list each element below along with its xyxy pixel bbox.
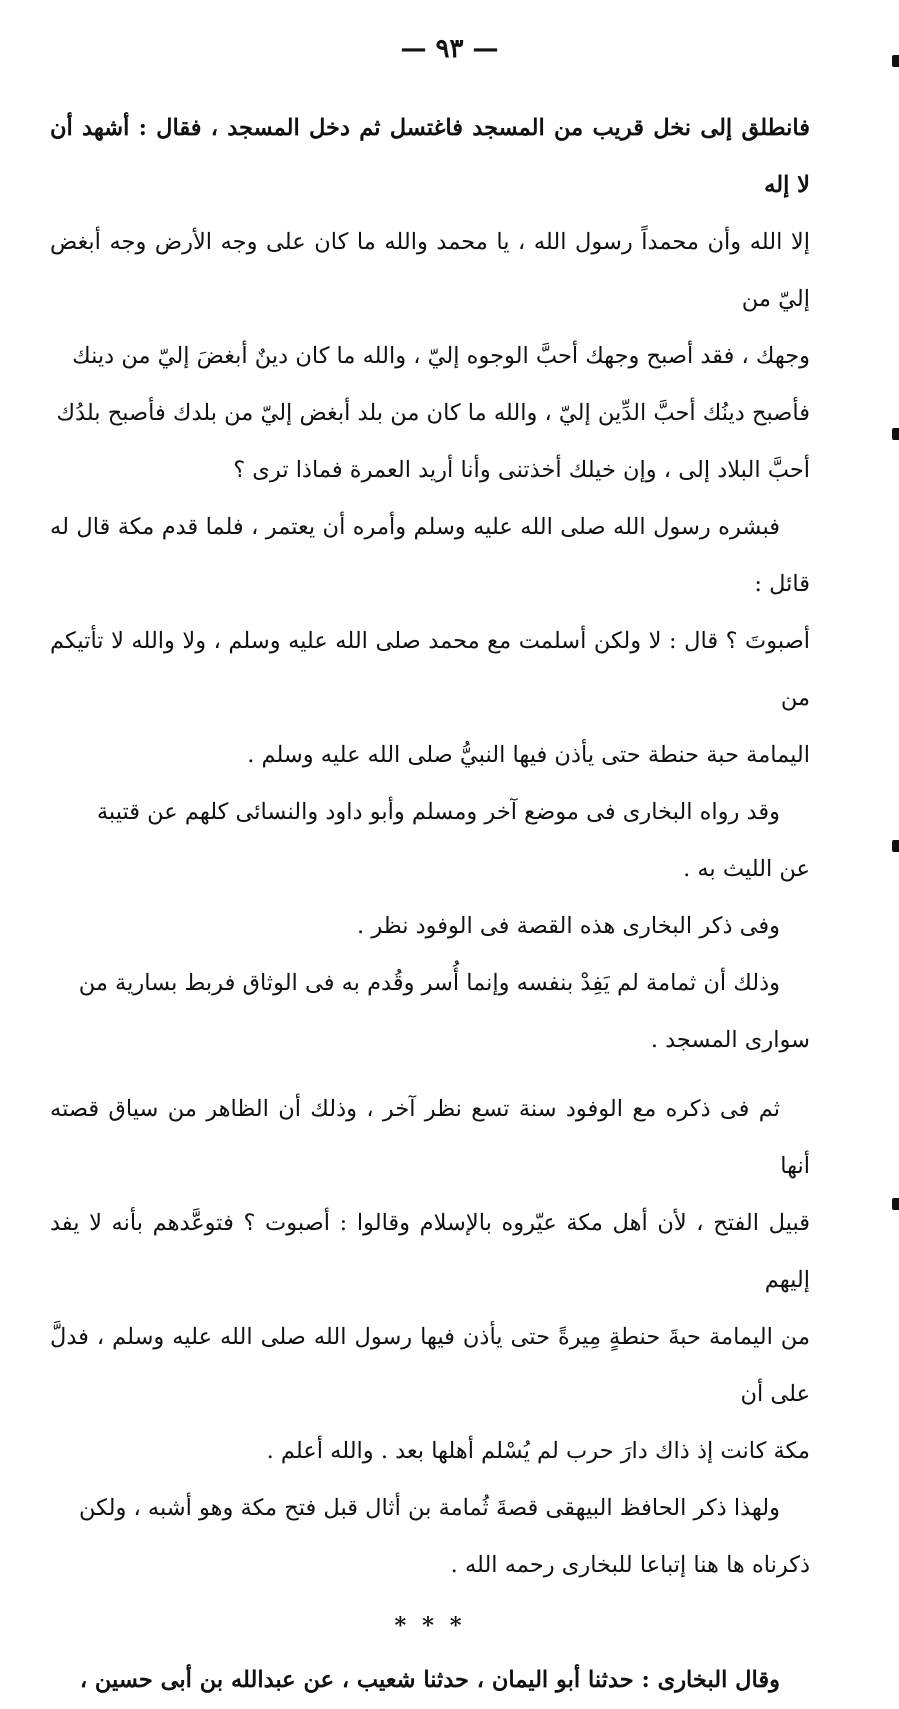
paragraph-1-line-1: فانطلق إلى نخل قريب من المسجد فاغتسل ثم دخل المسجد ، فقال : أشهد أن لا إله — [50, 115, 810, 198]
paragraph-1-line-3: وجهك ، فقد أصبح وجهك أحبَّ الوجوه إليّ ، والله ما كان دينٌ أبغضَ إليّ من دينك — [72, 343, 810, 369]
paragraph-6-line-3: من اليمامة حبةَ حنطةٍ مِيرةً حتى يأذن فيها رسول الله صلى الله عليه وسلم ، فدلَّ على أن — [50, 1324, 810, 1407]
paragraph-1-line-2: إلا الله وأن محمداً رسول الله ، يا محمد والله ما كان على وجه الأرض وجه أبغض إليّ من — [50, 229, 810, 312]
paragraph-5-line-2: سوارى المسجد . — [650, 1027, 810, 1053]
paragraph-5-line-1: وذلك أن ثمامة لم يَفِدْ بنفسه وإنما أُسر وقُدم به فى الوثاق فربط بسارية من — [78, 970, 780, 996]
page-number: — ٩٣ — — [400, 34, 499, 64]
section-separator: * * * — [394, 1613, 466, 1639]
paragraph-4-line-1: وفى ذكر البخارى هذه القصة فى الوفود نظر . — [357, 913, 780, 939]
scan-edge-mark-4 — [892, 1198, 899, 1210]
scan-edge-mark-3 — [892, 840, 899, 852]
paragraph-6-line-2: قبيل الفتح ، لأن أهل مكة عيّروه بالإسلام وقالوا : أصبوت ؟ فتوعَّدهم بأنه لا يفد إليهم — [50, 1210, 810, 1293]
paragraph-3-line-1: وقد رواه البخارى فى موضع آخر ومسلم وأبو داود والنسائى كلهم عن قتيبة — [96, 799, 780, 825]
paragraph-7-line-1: ولهذا ذكر الحافظ البيهقى قصةَ ثُمامة بن أثال قبل فتح مكة وهو أشبه ، ولكن — [79, 1495, 780, 1521]
paragraph-3 — [50, 784, 810, 898]
paragraph-7-line-2: ذكرناه ها هنا إتباعا للبخارى رحمه الله . — [450, 1552, 810, 1578]
paragraph-3-line-2: عن الليث به . — [683, 856, 810, 882]
paragraph-2-line-1: فبشره رسول الله صلى الله عليه وسلم وأمره أن يعتمر ، فلما قدم مكة قال له قائل : — [50, 514, 810, 597]
paragraph-2 — [50, 499, 810, 784]
paragraph-5 — [50, 955, 810, 1069]
paragraph-6-line-1: ثم فى ذكره مع الوفود سنة تسع نظر آخر ، وذلك أن الظاهر من سياق قصته أنها — [50, 1096, 810, 1179]
paragraph-1-line-5: أحبَّ البلاد إلى ، وإن خيلك أخذتنى وأنا أريد العمرة فماذا ترى ؟ — [233, 457, 810, 483]
paragraph-6-line-4: مكة كانت إذ ذاك دارَ حرب لم يُسْلم أهلها بعد . والله أعلم . — [266, 1438, 810, 1464]
paragraph-8-line-1: وقال البخارى : حدثنا أبو اليمان ، حدثنا شعيب ، عن عبدالله بن أبى حسين ، — [79, 1667, 780, 1693]
paragraph-1-line-4: فأصبح دينُك أحبَّ الدِّين إليّ ، والله ما كان من بلد أبغض إليّ من بلدك فأصبح بلدُك — [56, 400, 810, 426]
paragraph-4 — [50, 898, 810, 955]
scan-edge-mark-1 — [892, 55, 899, 67]
scan-edge-mark-2 — [892, 428, 899, 440]
paragraph-2-line-2: أصبوتَ ؟ قال : لا ولكن أسلمت مع محمد صلى الله عليه وسلم ، ولا والله لا تأتيكم من — [50, 628, 810, 711]
paragraph-2-line-3: اليمامة حبة حنطة حتى يأذن فيها النبيُّ صلى الله عليه وسلم . — [247, 742, 810, 768]
paragraph-6 — [50, 1081, 810, 1480]
paragraph-1 — [50, 100, 810, 499]
body-text — [50, 100, 810, 1709]
paragraph-7 — [50, 1480, 810, 1594]
